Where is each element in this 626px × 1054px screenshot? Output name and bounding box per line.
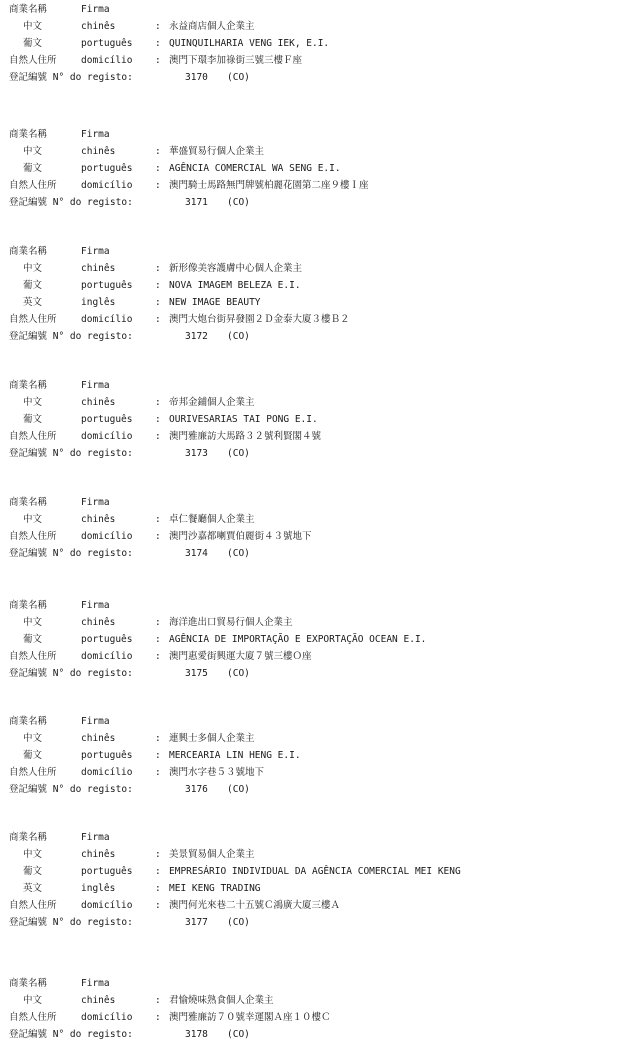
chinese-name-row [9,730,619,747]
domicile-value: 澳門大炮台街昇發園２Ｄ金泰大廈３樓Ｂ２ [169,314,350,325]
firm-label-zh: 商業名稱 [9,4,48,15]
english-name-row [9,294,619,311]
english-label-zh: 英文 [23,883,43,894]
chinese-label-zh: 中文 [23,995,43,1006]
colon: : [155,431,161,442]
domicile-label-pt: domicílio [81,314,133,325]
chinese-label-pt: chinês [81,514,116,525]
firm-label-zh: 商業名稱 [9,600,48,611]
firm-label-zh: 商業名稱 [9,978,48,989]
colon: : [155,995,161,1006]
english-name-value: NEW IMAGE BEAUTY [169,297,261,308]
portuguese-name-value: NOVA IMAGEM BELEZA E.I. [169,280,301,291]
colon: : [155,38,161,49]
chinese-label-pt: chinês [81,995,116,1006]
colon: : [155,849,161,860]
chinese-label-pt: chinês [81,617,116,628]
registry-entry [9,243,619,345]
domicile-label-pt: domicílio [81,1012,133,1023]
chinese-name-row [9,614,619,631]
registry-number-value: 3178 [185,1029,208,1040]
portuguese-label-pt: português [81,866,133,877]
domicile-row [9,648,619,665]
colon: : [155,750,161,761]
chinese-label-pt: chinês [81,849,116,860]
domicile-label-pt: domicílio [81,900,133,911]
chinese-label-zh: 中文 [23,263,43,274]
colon: : [155,634,161,645]
registry-entry [9,126,619,211]
firm-header-row [9,975,619,992]
registry-number-label: 登記編號 N° do registo: [9,917,133,928]
chinese-name-row [9,511,619,528]
portuguese-name-row [9,160,619,177]
domicile-label-pt: domicílio [81,180,133,191]
domicile-label-pt: domicílio [81,767,133,778]
colon: : [155,733,161,744]
colon: : [155,280,161,291]
firm-label-pt: Firma [81,832,110,843]
colon: : [155,1012,161,1023]
firm-header-row [9,1,619,18]
chinese-label-pt: chinês [81,733,116,744]
portuguese-name-row [9,277,619,294]
domicile-row [9,1009,619,1026]
colon: : [155,263,161,274]
registry-number-value: 3171 [185,197,208,208]
domicile-label-zh: 自然人住所 [9,314,57,325]
registry-code: (CO) [227,548,250,559]
english-label-pt: inglês [81,297,116,308]
registry-number-value: 3170 [185,72,208,83]
domicile-label-zh: 自然人住所 [9,900,57,911]
colon: : [155,21,161,32]
domicile-label-zh: 自然人住所 [9,767,57,778]
firm-label-zh: 商業名稱 [9,497,48,508]
portuguese-name-row [9,863,619,880]
firm-header-row [9,377,619,394]
domicile-row [9,764,619,781]
registry-number-label: 登記編號 N° do registo: [9,1029,133,1040]
registry-row [9,445,619,462]
firm-header-row [9,713,619,730]
chinese-name-value: 海洋進出口貿易行個人企業主 [169,617,293,628]
chinese-name-value: 華盛貿易行個人企業主 [169,146,265,157]
firm-label-pt: Firma [81,716,110,727]
english-label-pt: inglês [81,883,116,894]
chinese-name-value: 連興士多個人企業主 [169,733,255,744]
colon: : [155,617,161,628]
chinese-label-pt: chinês [81,146,116,157]
registry-number-value: 3176 [185,784,208,795]
registry-row [9,328,619,345]
firm-header-row [9,597,619,614]
firm-label-zh: 商業名稱 [9,832,48,843]
domicile-row [9,52,619,69]
registry-number-value: 3174 [185,548,208,559]
domicile-row [9,177,619,194]
domicile-row [9,428,619,445]
firm-header-row [9,126,619,143]
registry-entry [9,377,619,462]
colon: : [155,531,161,542]
registry-entry [9,829,619,931]
portuguese-name-value: QUINQUILHARIA VENG IEK, E.I. [169,38,330,49]
portuguese-name-row [9,411,619,428]
domicile-value: 澳門水字巷５３號地下 [169,767,265,778]
domicile-value: 澳門惠愛街興運大廈７號三樓Ｏ座 [169,651,312,662]
portuguese-label-pt: português [81,750,133,761]
registry-number-label: 登記編號 N° do registo: [9,331,133,342]
chinese-label-pt: chinês [81,397,116,408]
registry-number-label: 登記編號 N° do registo: [9,668,133,679]
registry-code: (CO) [227,197,250,208]
chinese-name-value: 帝邦金鋪個人企業主 [169,397,255,408]
chinese-name-row [9,260,619,277]
registry-code: (CO) [227,72,250,83]
registry-number-label: 登記編號 N° do registo: [9,448,133,459]
domicile-label-zh: 自然人住所 [9,1012,57,1023]
firm-label-zh: 商業名稱 [9,380,48,391]
registry-entry [9,1,619,86]
chinese-label-zh: 中文 [23,733,43,744]
colon: : [155,883,161,894]
domicile-label-zh: 自然人住所 [9,531,57,542]
registry-row [9,1026,619,1043]
colon: : [155,866,161,877]
portuguese-label-pt: português [81,634,133,645]
portuguese-name-value: MERCEARIA LIN HENG E.I. [169,750,301,761]
domicile-label-pt: domicílio [81,431,133,442]
firm-label-pt: Firma [81,4,110,15]
portuguese-label-zh: 葡文 [23,163,43,174]
domicile-row [9,528,619,545]
chinese-name-value: 美景貿易個人企業主 [169,849,255,860]
domicile-label-zh: 自然人住所 [9,180,57,191]
chinese-label-zh: 中文 [23,21,43,32]
colon: : [155,163,161,174]
chinese-name-value: 卓仁餐廳個人企業主 [169,514,255,525]
colon: : [155,514,161,525]
domicile-value: 澳門下環李加祿街三號三樓Ｆ座 [169,55,303,66]
chinese-label-zh: 中文 [23,617,43,628]
chinese-label-zh: 中文 [23,146,43,157]
domicile-value: 澳門雅廉訪７０號幸運閣Ａ座１０樓Ｃ [169,1012,331,1023]
registry-row [9,69,619,86]
firm-header-row [9,829,619,846]
firm-label-pt: Firma [81,129,110,140]
registry-row [9,665,619,682]
firm-label-pt: Firma [81,600,110,611]
domicile-label-pt: domicílio [81,531,133,542]
chinese-name-value: 君愉燒味熟食個人企業主 [169,995,274,1006]
registry-entry [9,494,619,562]
portuguese-label-pt: português [81,280,133,291]
firm-label-pt: Firma [81,380,110,391]
registry-entry [9,713,619,798]
firm-header-row [9,243,619,260]
colon: : [155,397,161,408]
firm-label-zh: 商業名稱 [9,716,48,727]
chinese-name-row [9,992,619,1009]
firm-header-row [9,494,619,511]
english-name-value: MEI KENG TRADING [169,883,261,894]
portuguese-name-row [9,631,619,648]
registry-row [9,914,619,931]
domicile-row [9,311,619,328]
registry-code: (CO) [227,448,250,459]
colon: : [155,414,161,425]
colon: : [155,55,161,66]
portuguese-label-zh: 葡文 [23,38,43,49]
registry-number-label: 登記編號 N° do registo: [9,548,133,559]
colon: : [155,651,161,662]
domicile-label-pt: domicílio [81,651,133,662]
portuguese-label-zh: 葡文 [23,866,43,877]
registry-code: (CO) [227,917,250,928]
registry-entry [9,975,619,1043]
registry-code: (CO) [227,668,250,679]
portuguese-name-value: AGÊNCIA COMERCIAL WA SENG E.I. [169,163,341,174]
registry-number-value: 3172 [185,331,208,342]
registry-row [9,545,619,562]
english-label-zh: 英文 [23,297,43,308]
chinese-label-pt: chinês [81,263,116,274]
domicile-row [9,897,619,914]
chinese-name-row [9,846,619,863]
english-name-row [9,880,619,897]
chinese-label-zh: 中文 [23,514,43,525]
domicile-label-zh: 自然人住所 [9,55,57,66]
portuguese-name-row [9,747,619,764]
firm-label-pt: Firma [81,246,110,257]
portuguese-label-pt: português [81,163,133,174]
portuguese-label-zh: 葡文 [23,750,43,761]
domicile-value: 澳門騎士馬路無門牌號柏麗花園第二座９樓Ｉ座 [169,180,369,191]
portuguese-label-zh: 葡文 [23,280,43,291]
portuguese-name-value: OURIVESARIAS TAI PONG E.I. [169,414,318,425]
colon: : [155,180,161,191]
chinese-name-row [9,18,619,35]
domicile-label-pt: domicílio [81,55,133,66]
portuguese-label-zh: 葡文 [23,634,43,645]
registry-code: (CO) [227,1029,250,1040]
chinese-name-row [9,143,619,160]
colon: : [155,767,161,778]
registry-number-label: 登記編號 N° do registo: [9,784,133,795]
portuguese-name-row [9,35,619,52]
chinese-label-zh: 中文 [23,397,43,408]
chinese-name-value: 永益商店個人企業主 [169,21,255,32]
colon: : [155,146,161,157]
registry-number-value: 3175 [185,668,208,679]
registry-number-label: 登記編號 N° do registo: [9,197,133,208]
domicile-value: 澳門雅廉訪大馬路３２號利賢閣４號 [169,431,322,442]
portuguese-label-pt: português [81,414,133,425]
registry-entry [9,597,619,682]
registry-row [9,781,619,798]
portuguese-name-value: EMPRESÁRIO INDIVIDUAL DA AGÊNCIA COMERCIAL MEI KENG [169,866,461,877]
portuguese-label-pt: português [81,38,133,49]
domicile-value: 澳門何光來巷二十五號Ｃ鴻廣大廈三樓Ａ [169,900,341,911]
registry-code: (CO) [227,784,250,795]
registry-code: (CO) [227,331,250,342]
chinese-label-zh: 中文 [23,849,43,860]
firm-label-zh: 商業名稱 [9,129,48,140]
portuguese-label-zh: 葡文 [23,414,43,425]
domicile-label-zh: 自然人住所 [9,431,57,442]
colon: : [155,900,161,911]
domicile-value: 澳門沙嘉都喇賈伯麗街４３號地下 [169,531,312,542]
registry-row [9,194,619,211]
chinese-name-value: 新形像美容護膚中心個人企業主 [169,263,303,274]
firm-label-pt: Firma [81,497,110,508]
registry-number-value: 3173 [185,448,208,459]
colon: : [155,314,161,325]
chinese-name-row [9,394,619,411]
portuguese-name-value: AGÊNCIA DE IMPORTAÇÃO E EXPORTAÇÃO OCEAN E.I. [169,634,427,645]
registry-number-label: 登記編號 N° do registo: [9,72,133,83]
colon: : [155,297,161,308]
firm-label-zh: 商業名稱 [9,246,48,257]
registry-number-value: 3177 [185,917,208,928]
firm-label-pt: Firma [81,978,110,989]
chinese-label-pt: chinês [81,21,116,32]
domicile-label-zh: 自然人住所 [9,651,57,662]
